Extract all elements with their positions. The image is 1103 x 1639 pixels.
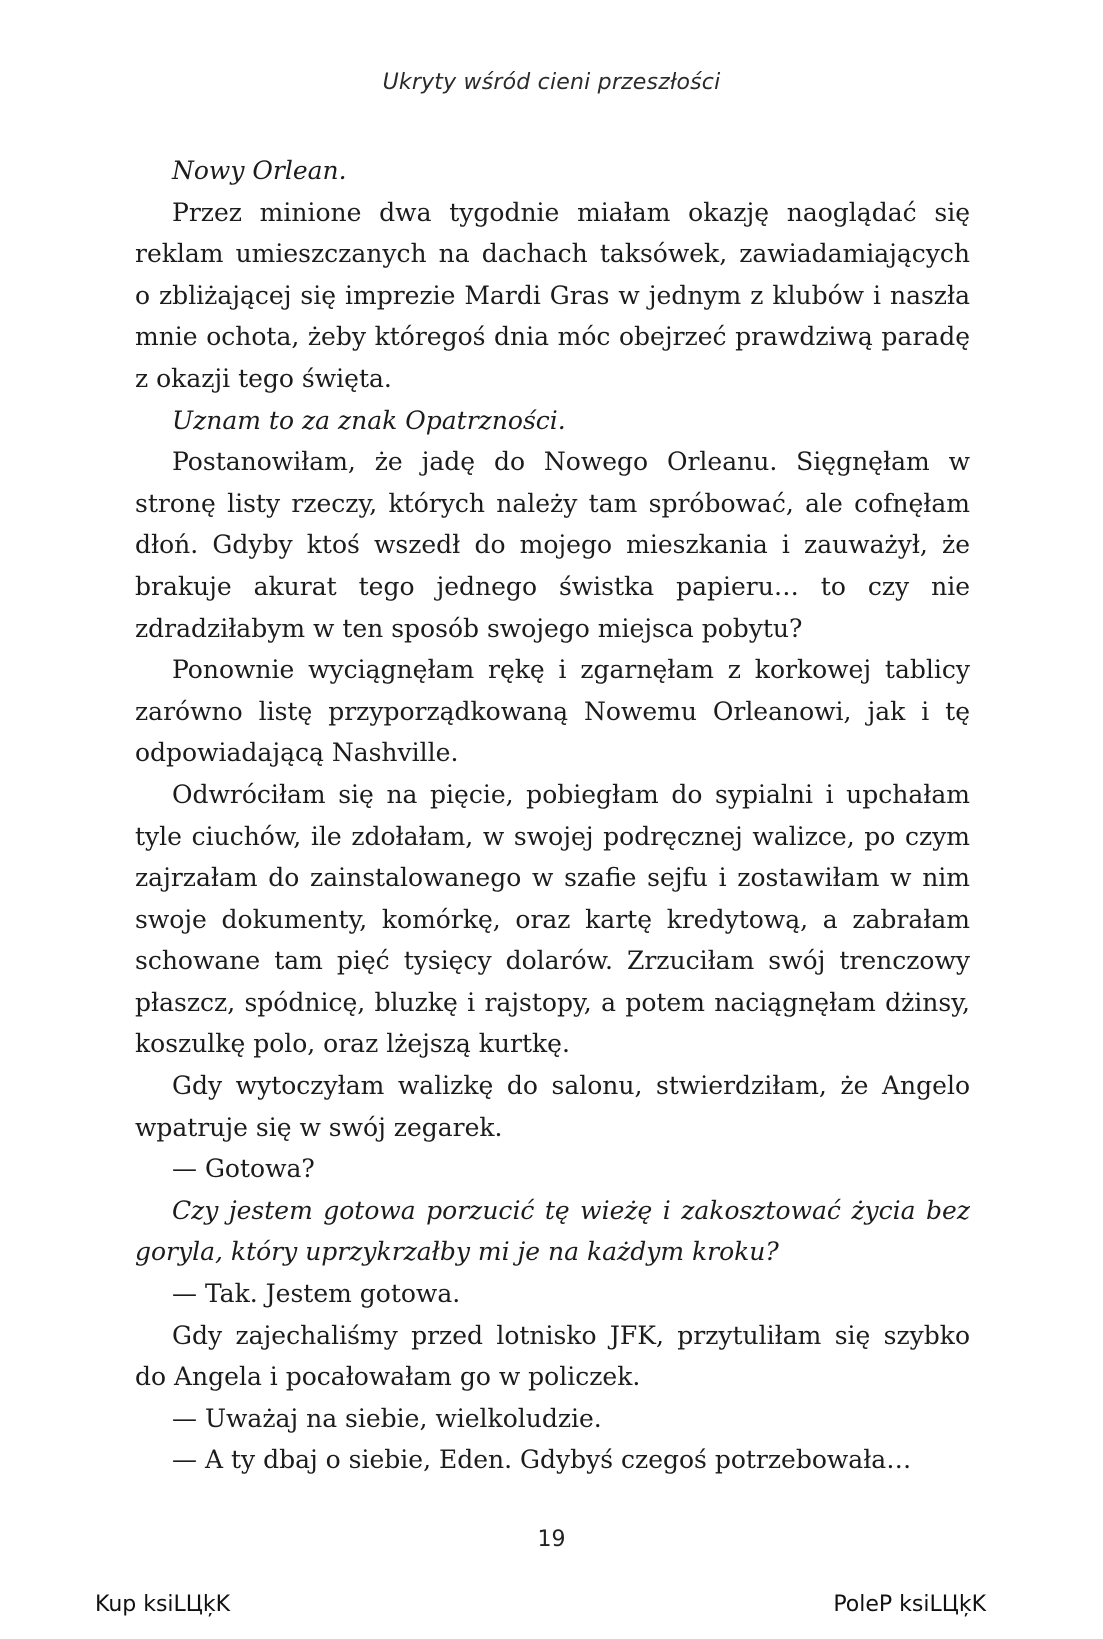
paragraph: Nowy Orlean.	[172, 156, 347, 185]
buy-book-link[interactable]: Kup ksiLЦķK	[95, 1592, 231, 1617]
dialogue-line: — A ty dbaj o siebie, Eden. Gdybyś czegoś potrzebowała…	[172, 1445, 912, 1475]
page-number: 19	[537, 1527, 566, 1552]
paragraph: Czy jestem gotowa porzucić tę wieżę i zakosztować życia bez goryla, który uprzykrzałby mi je na każdym kroku?	[135, 1195, 970, 1267]
recommend-book-link[interactable]: PoleP ksiLЦķK	[833, 1592, 986, 1617]
running-header: Ukryty wśród cieni przeszłości	[382, 70, 721, 95]
paragraph: Gdy wytoczyłam walizkę do salonu, stwierdziłam, że Angelo wpatruje się w swój zegarek.	[135, 1071, 970, 1142]
paragraph: Przez minione dwa tygodnie miałam okazję naoglądać się reklam umieszczanych na dachach taksówek, zawiadamiających o zbliżającej się imprezie Mardi Gras w jednym z klubów i naszła mnie ochota, żeby któregoś dnia móc obejrzeć prawdziwą paradę z okazji tego święta.	[135, 197, 970, 393]
paragraph: Postanowiłam, że jadę do Nowego Orleanu. Sięgnęłam w stronę listy rzeczy, których należy tam spróbować, ale cofnęłam dłoń. Gdyby ktoś wszedł do mojego mieszkania i zauważył, że brakuje akurat tego jednego świstka papieru… to czy nie zdradziłabym w ten sposób swojego miejsca pobytu?	[135, 447, 970, 643]
dialogue-line: — Tak. Jestem gotowa.	[172, 1279, 461, 1309]
paragraph: Uznam to za znak Opatrzności.	[172, 405, 566, 435]
paragraph: Odwróciłam się na pięcie, pobiegłam do sypialni i upchałam tyle ciuchów, ile zdołałam, w swojej podręcznej walizce, po czym zajrzałam do zainstalowanego w szafie sejfu i zostawiłam w nim swoje dokumenty, komórkę, oraz kartę kredytową, a zabrałam schowane tam pięć tysięcy dolarów. Zrzuciłam swój trenczowy płaszcz, spódnicę, bluzkę i rajstopy, a potem naciągnęłam dżinsy, koszulkę polo, oraz lżejszą kurtkę.	[135, 779, 970, 1059]
body-text	[135, 150, 970, 1481]
dialogue-line: — Uważaj na siebie, wielkoludzie.	[172, 1403, 602, 1433]
paragraph: Ponownie wyciągnęłam rękę i zgarnęłam z korkowej tablicy zarówno listę przyporządkowaną Nowemu Orleanowi, jak i tę odpowiadającą Nashville.	[135, 655, 970, 768]
dialogue-line: — Gotowa?	[172, 1154, 315, 1184]
paragraph: Gdy zajechaliśmy przed lotnisko JFK, przytuliłam się szybko do Angela i pocałowałam go w policzek.	[135, 1320, 970, 1392]
